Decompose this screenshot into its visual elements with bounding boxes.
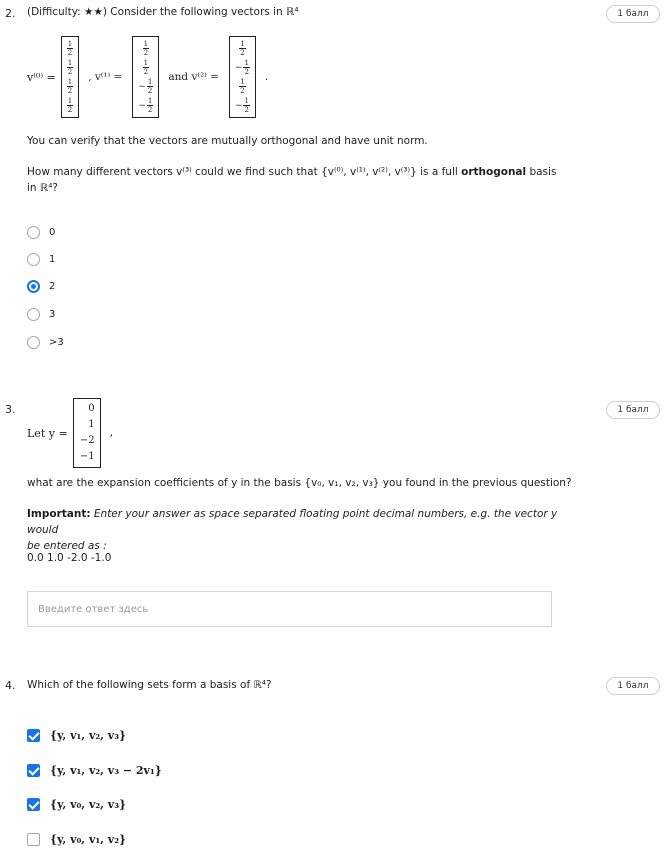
checkbox[interactable] — [27, 798, 40, 811]
v2-matrix — [229, 36, 256, 118]
radio-label: 0 — [49, 227, 56, 238]
radio-button[interactable] — [27, 308, 40, 321]
checkbox-option[interactable] — [27, 798, 126, 811]
matrix-entry: − $\frac{1}{2}$ — [138, 97, 153, 114]
question-2-text: How many different vectors v⁽³⁾ could we find such that {v⁽⁰⁾, v⁽¹⁾, v⁽²⁾, v⁽³⁾} is a full orthogonal basis in ℝ⁴? — [27, 166, 557, 194]
checkbox[interactable] — [27, 833, 40, 846]
matrix-entry: −1 — [79, 451, 95, 462]
question-4-number: 4. — [5, 679, 16, 692]
question-3-number: 3. — [5, 403, 16, 416]
matrix-entry: − $\frac{1}{2}$ — [138, 78, 153, 95]
vector-definitions — [27, 36, 273, 118]
checkbox-label: {y, v₁, v₂, v₃} — [50, 729, 127, 742]
radio-option[interactable] — [27, 280, 55, 293]
radio-option[interactable] — [27, 226, 55, 239]
question-2-points-badge: 1 балл — [606, 5, 660, 23]
checkbox-label: {y, v₀, v₁, v₂} — [50, 833, 127, 846]
comma: , — [109, 427, 114, 439]
radio-option[interactable] — [27, 308, 55, 321]
checkbox-option[interactable] — [27, 729, 126, 742]
verify-text: You can verify that the vectors are mutually orthogonal and have unit norm. — [27, 135, 428, 147]
radio-option[interactable] — [27, 336, 64, 349]
radio-label: 2 — [49, 281, 56, 292]
important-note: Important: Enter your answer as space separated floating point decimal numbers, e.g. the vector y would be entered as : — [27, 508, 558, 552]
checkbox-option[interactable] — [27, 833, 126, 846]
radio-button[interactable] — [27, 280, 40, 293]
matrix-entry: − $\frac{1}{2}$ — [234, 97, 249, 114]
y-definition — [27, 398, 118, 468]
matrix-entry: 1 2 — [67, 40, 73, 57]
question-2-number: 2. — [5, 7, 16, 20]
y-label: Let y = — [27, 426, 68, 440]
checkbox[interactable] — [27, 764, 40, 777]
example-answer: 0.0 1.0 -2.0 -1.0 — [27, 552, 112, 564]
question-4-points-badge: 1 балл — [606, 677, 660, 695]
v2-label: and v⁽²⁾ = — [168, 71, 219, 83]
matrix-entry: 1 2 — [240, 40, 245, 57]
matrix-entry: 1 2 — [67, 59, 73, 76]
radio-button[interactable] — [27, 336, 40, 349]
radio-label: >3 — [49, 337, 64, 348]
radio-label: 1 — [49, 254, 56, 265]
matrix-entry: −2 — [79, 435, 95, 446]
question-3-text: what are the expansion coefficients of y in the basis {v₀, v₁, v₂, v₃} you found in the previous question? — [27, 477, 572, 489]
answer-input[interactable] — [27, 591, 552, 627]
radio-label: 3 — [49, 309, 56, 320]
radio-button[interactable] — [27, 253, 40, 266]
v1-label: , v⁽¹⁾ = — [88, 71, 123, 83]
matrix-entry: 1 2 — [240, 78, 245, 95]
v0-label: v⁽⁰⁾ = — [27, 70, 56, 84]
checkbox-option[interactable] — [27, 764, 162, 777]
question-3-points-badge: 1 балл — [606, 401, 660, 419]
matrix-entry: 1 2 — [143, 59, 149, 76]
matrix-entry: 1 2 — [67, 78, 73, 95]
period: . — [264, 71, 269, 83]
radio-option[interactable] — [27, 253, 55, 266]
checkbox[interactable] — [27, 729, 40, 742]
radio-button[interactable] — [27, 226, 40, 239]
matrix-entry: 1 2 — [67, 97, 73, 114]
y-matrix — [73, 398, 101, 468]
question-4-text: Which of the following sets form a basis of ℝ⁴? — [27, 679, 272, 691]
checkbox-label: {y, v₁, v₂, v₃ − 2v₁} — [50, 764, 162, 777]
checkbox-label: {y, v₀, v₂, v₃} — [50, 798, 127, 811]
v1-matrix — [132, 36, 159, 118]
matrix-entry: 0 — [88, 403, 95, 414]
question-2-prompt: (Difficulty: ★★) Consider the following vectors in ℝ⁴ — [27, 6, 299, 18]
matrix-entry: − $\frac{1}{2}$ — [234, 59, 249, 76]
matrix-entry: 1 — [88, 419, 95, 430]
v0-matrix — [61, 36, 79, 118]
matrix-entry: 1 2 — [143, 40, 149, 57]
